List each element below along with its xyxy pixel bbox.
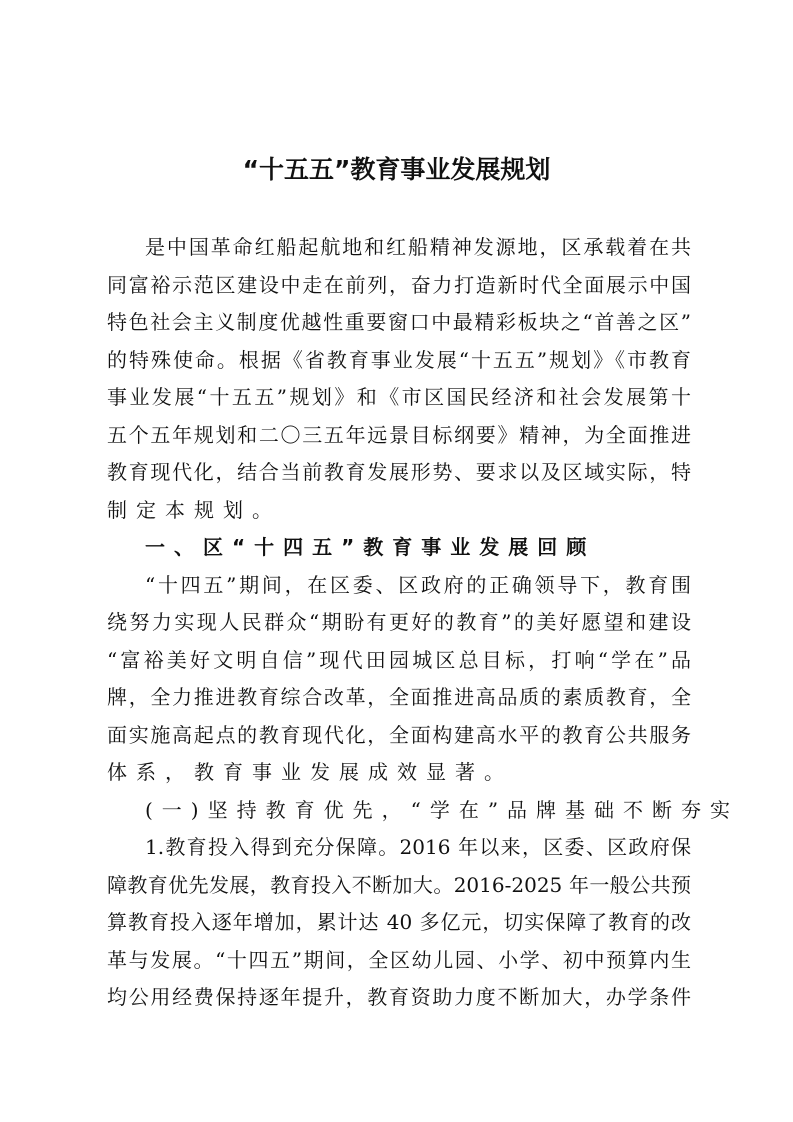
intro-paragraph	[107, 229, 691, 529]
text-line: 面实施高起点的教育现代化，全面构建高水平的教育公共服务	[107, 722, 691, 747]
text-line: 均公用经费保持逐年提升，教育资助力度不断加大，办学条件	[107, 985, 691, 1009]
text-line: 的特殊使命。根据《省教育事业发展“十五五”规划》《市教育	[107, 347, 691, 372]
text-line: 障教育优先发展，教育投入不断加大。2016-2025 年一般公共预	[107, 872, 691, 897]
text-line: 绕努力实现人民群众“期盼有更好的教育”的美好愿望和建设	[107, 610, 691, 634]
text-line: “富裕美好文明自信”现代田园城区总目标，打响“学在”品	[107, 647, 691, 672]
text-line: 特色社会主义制度优越性重要窗口中最精彩板块之“首善之区”	[107, 310, 691, 334]
text-line: 教育现代化，结合当前教育发展形势、要求以及区域实际，特	[107, 460, 691, 484]
text-line: 同富裕示范区建设中走在前列，奋力打造新时代全面展示中国	[107, 272, 691, 297]
document-body	[107, 229, 740, 1017]
document-title: “十五五”教育事业发展规划	[242, 155, 551, 184]
section-heading: 一、区“十四五”教育事业发展回顾	[145, 535, 596, 559]
text-line: 1.教育投入得到充分保障。2016 年以来，区委、区政府保	[145, 835, 691, 859]
text-line: 革与发展。“十四五”期间，全区幼儿园、小学、初中预算内生	[107, 947, 691, 972]
subsection-heading: (一)坚持教育优先，“学在”品牌基础不断夯实	[145, 797, 740, 822]
text-line: 是中国革命红船起航地和红船精神发源地，区承载着在共	[145, 235, 691, 259]
text-line: 制定本规划。	[107, 497, 281, 522]
text-line: 五个五年规划和二〇三五年远景目标纲要》精神，为全面推进	[107, 422, 691, 447]
subsection-paragraph	[107, 829, 691, 1017]
text-line: 体系，教育事业发展成效显著。	[107, 760, 513, 784]
section-paragraph	[107, 567, 691, 792]
text-line: “十四五”期间，在区委、区政府的正确领导下，教育围	[145, 572, 691, 597]
text-line: 事业发展“十五五”规划》和《市区国民经济和社会发展第十	[107, 385, 691, 409]
text-line: 牌，全力推进教育综合改革，全面推进高品质的素质教育，全	[107, 685, 691, 709]
text-line: 算教育投入逐年增加，累计达 40 多亿元，切实保障了教育的改	[107, 910, 691, 934]
